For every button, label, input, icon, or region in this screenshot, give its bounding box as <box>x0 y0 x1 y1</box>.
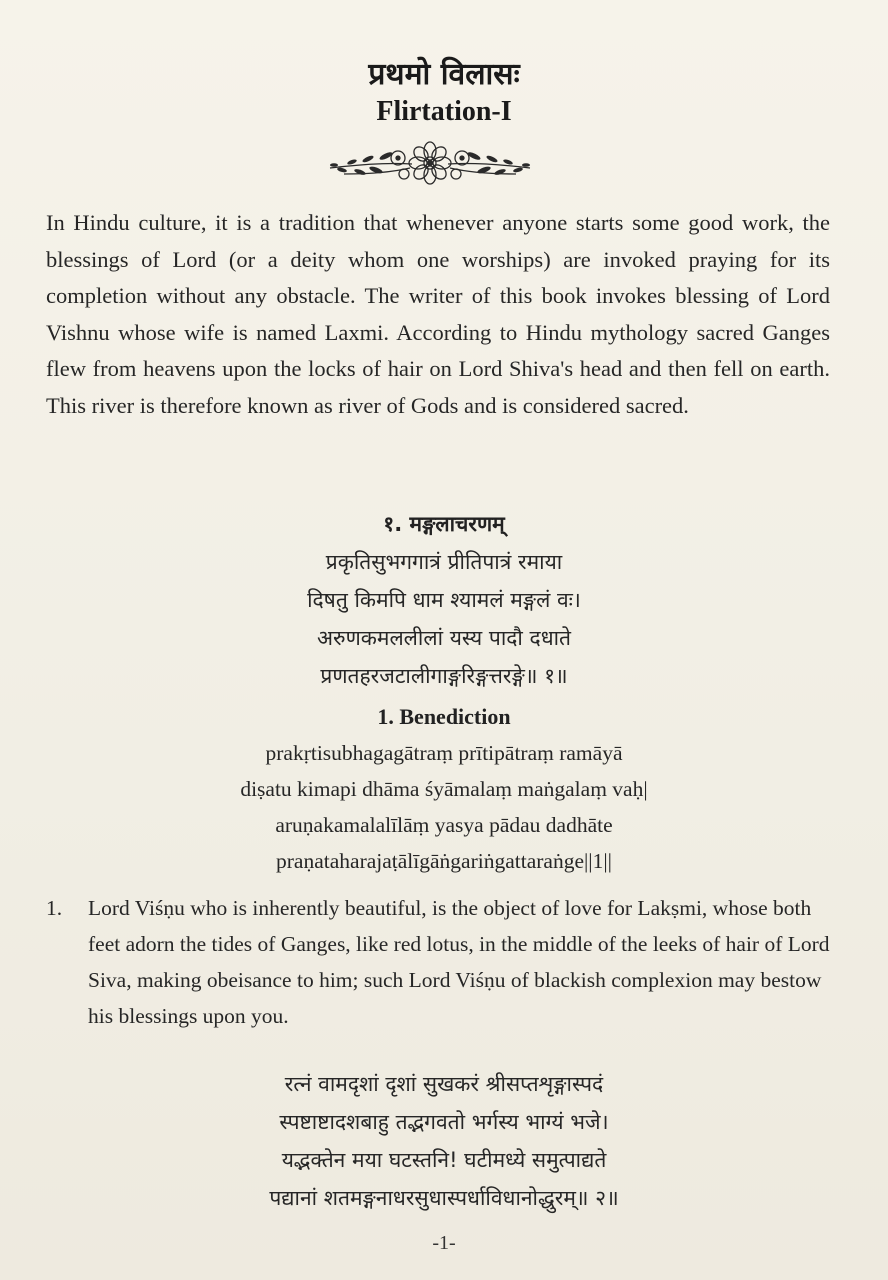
translation-number: 1. <box>46 896 63 920</box>
translation-text: Lord Viśṇu who is inherently beautiful, is the object of love for Lakṣmi, whose both feet adorn the tides of Ganges, like red lotus, in the middle of the leeks of hair of Lord Siva, making obeisance to him; such Lord Viśṇu of blackish complexion may bestow his blessings upon you. <box>88 896 830 1028</box>
chapter-title-devanagari: प्रथमो विलासः <box>368 57 520 92</box>
transliteration-line: praṇataharajaṭālīgāṅgariṅgattaraṅge||1|| <box>276 849 612 873</box>
verse-1-heading-devanagari: १. मङ्गलाचरणम् <box>383 512 505 536</box>
verse-1-translation <box>46 890 836 1034</box>
transliteration-line: aruṇakamalalīlāṃ yasya pādau dadhāte <box>275 813 613 837</box>
verse-line: दिषतु किमपि धाम श्यामलं मङ्गलं वः। <box>307 588 581 612</box>
page-number: -1- <box>432 1232 456 1254</box>
verse-1-devanagari <box>0 505 888 695</box>
transliteration-line: prakṛtisubhagagātraṃ prītipātraṃ ramāyā <box>265 741 623 765</box>
verse-1-transliteration <box>0 699 888 879</box>
verse-line: स्पष्टाष्टादशबाहु तद्भगवतो भर्गस्य भाग्यं भजे। <box>279 1110 609 1134</box>
verse-line: अरुणकमललीलां यस्य पादौ दधाते <box>316 626 572 650</box>
verse-line: प्रणतहरजटालीगाङ्गरिङ्गत्तरङ्गे॥ १॥ <box>320 664 568 688</box>
intro-paragraph: In Hindu culture, it is a tradition that whenever anyone starts some good work, the blessings of Lord (or a deity whom one worships) are invoked praying for its completion without any obstacle. The writer of this book invokes blessing of Lord Vishnu whose wife is named Laxmi. According to Hindu mythology sacred Ganges flew from heavens upon the locks of hair on Lord Shiva's head and then fell on earth. This river is therefore known as river of Gods and is considered sacred. <box>46 210 830 418</box>
verse-line: रत्नं वामदृशां दृशां सुखकरं श्रीसप्तशृङ्गास्पदं <box>284 1072 604 1096</box>
transliteration-line: diṣatu kimapi dhāma śyāmalaṃ maṅgalaṃ vaḥ| <box>240 777 648 801</box>
verse-line: यद्भक्तेन मया घटस्तनि! घटीमध्ये समुत्पाद्यते <box>281 1148 607 1172</box>
chapter-title-english: Flirtation-I <box>376 96 512 127</box>
verse-2-devanagari <box>0 1065 888 1217</box>
verse-line: प्रकृतिसुभगगात्रं प्रीतिपात्रं रमाया <box>325 550 563 574</box>
verse-1-heading-english: 1. Benediction <box>377 704 511 729</box>
floral-divider-icon <box>324 134 536 192</box>
verse-line: पद्यानां शतमङ्गनाधरसुधास्पर्धाविधानोद्धुरम्॥ २॥ <box>269 1186 619 1210</box>
